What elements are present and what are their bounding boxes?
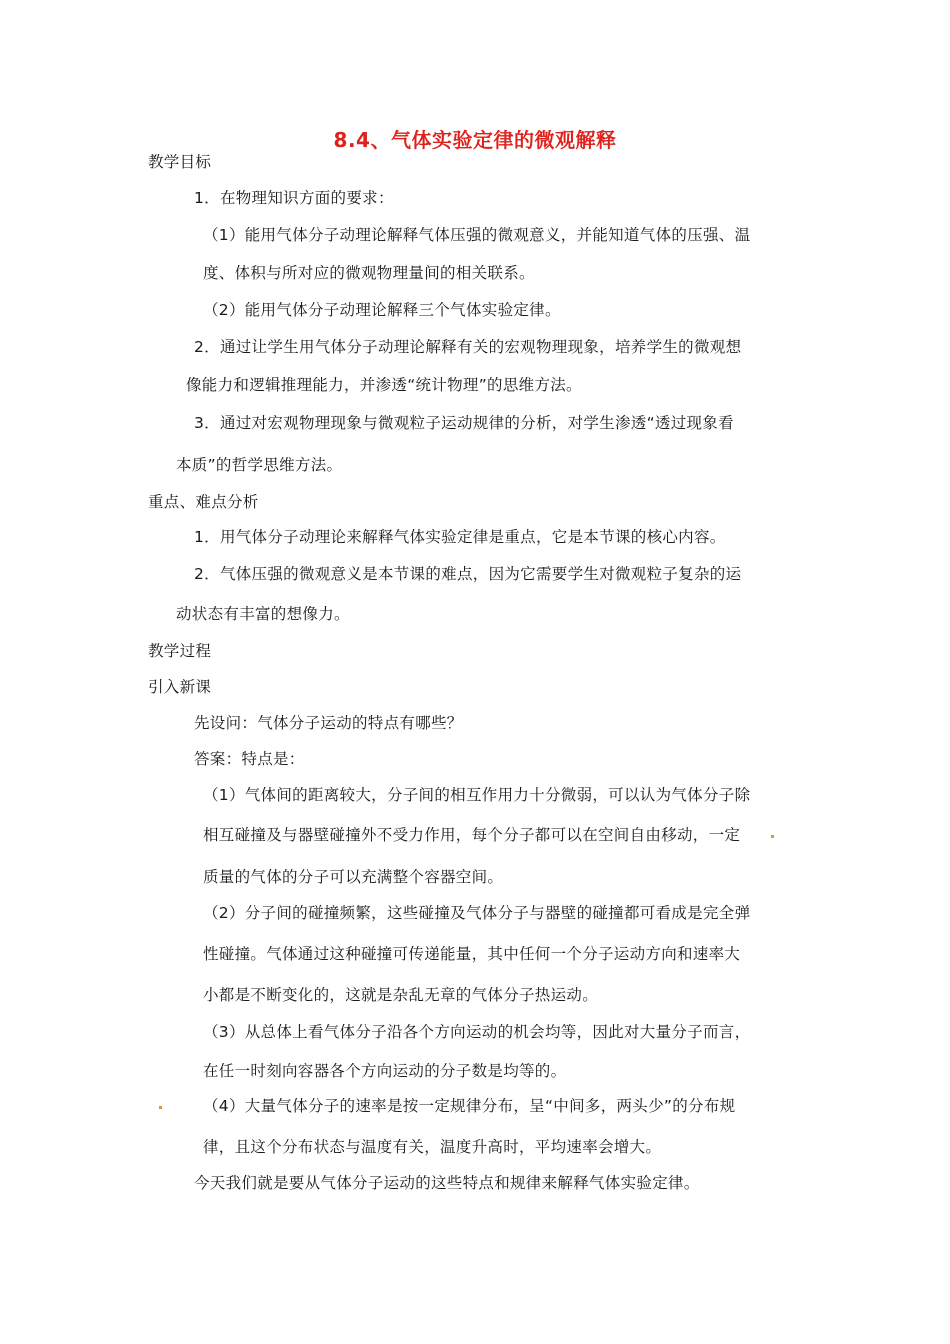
paragraph-line: 2．气体压强的微观意义是本节课的难点，因为它需要学生对微观粒子复杂的运 — [194, 565, 742, 583]
section-heading: 教学目标 — [148, 153, 212, 171]
paragraph-line: 2．通过让学生用气体分子动理论解释有关的宏观物理现象，培养学生的微观想 — [194, 338, 742, 356]
paragraph-line: 度、体积与所对应的微观物理量间的相关联系。 — [203, 264, 535, 282]
paragraph-line: 在任一时刻向容器各个方向运动的分子数是均等的。 — [203, 1062, 567, 1080]
paragraph-line: 性碰撞。气体通过这种碰撞可传递能量，其中任何一个分子运动方向和速率大 — [203, 945, 741, 963]
paragraph-line: 1．用气体分子动理论来解释气体实验定律是重点，它是本节课的核心内容。 — [194, 528, 726, 546]
paragraph-line: 像能力和逻辑推理能力，并渗透“统计物理”的思维方法。 — [186, 376, 582, 394]
paragraph-line: 3．通过对宏观物理现象与微观粒子运动规律的分析，对学生渗透“透过现象看 — [194, 414, 734, 432]
paragraph-line: 今天我们就是要从气体分子运动的这些特点和规律来解释气体实验定律。 — [194, 1174, 700, 1192]
paragraph-line: 小都是不断变化的，这就是杂乱无章的气体分子热运动。 — [203, 986, 599, 1004]
paragraph-line: 答案：特点是： — [194, 750, 305, 768]
paragraph-line: （3）从总体上看气体分子沿各个方向运动的机会均等，因此对大量分子而言， — [203, 1023, 751, 1041]
paragraph-line: 动状态有丰富的想像力。 — [176, 605, 350, 623]
paragraph-line: 本质”的哲学思维方法。 — [176, 456, 343, 474]
paragraph-line: 先设问：气体分子运动的特点有哪些？ — [194, 714, 463, 732]
decorative-dot — [771, 835, 774, 838]
paragraph-line: 1．在物理知识方面的要求： — [194, 189, 394, 207]
document-title: 8.4、气体实验定律的微观解释 — [333, 128, 617, 152]
paragraph-line: （2）分子间的碰撞频繁，这些碰撞及气体分子与器壁的碰撞都可看成是完全弹 — [203, 904, 751, 922]
paragraph-line: 相互碰撞及与器壁碰撞外不受力作用，每个分子都可以在空间自由移动，一定 — [203, 826, 741, 844]
paragraph-line: （4）大量气体分子的速率是按一定规律分布，呈“中间多，两头少”的分布规 — [203, 1097, 736, 1115]
paragraph-line: （2）能用气体分子动理论解释三个气体实验定律。 — [203, 301, 561, 319]
decorative-dot — [159, 1106, 162, 1109]
paragraph-line: （1）能用气体分子动理论解释气体压强的微观意义，并能知道气体的压强、温 — [203, 226, 751, 244]
section-heading: 教学过程 — [148, 642, 212, 660]
paragraph-line: 律，且这个分布状态与温度有关，温度升高时，平均速率会增大。 — [203, 1138, 662, 1156]
paragraph-line: 质量的气体的分子可以充满整个容器空间。 — [203, 868, 504, 886]
paragraph-line: （1）气体间的距离较大，分子间的相互作用力十分微弱，可以认为气体分子除 — [203, 786, 751, 804]
section-heading: 引入新课 — [148, 678, 212, 696]
section-heading: 重点、难点分析 — [148, 493, 259, 511]
